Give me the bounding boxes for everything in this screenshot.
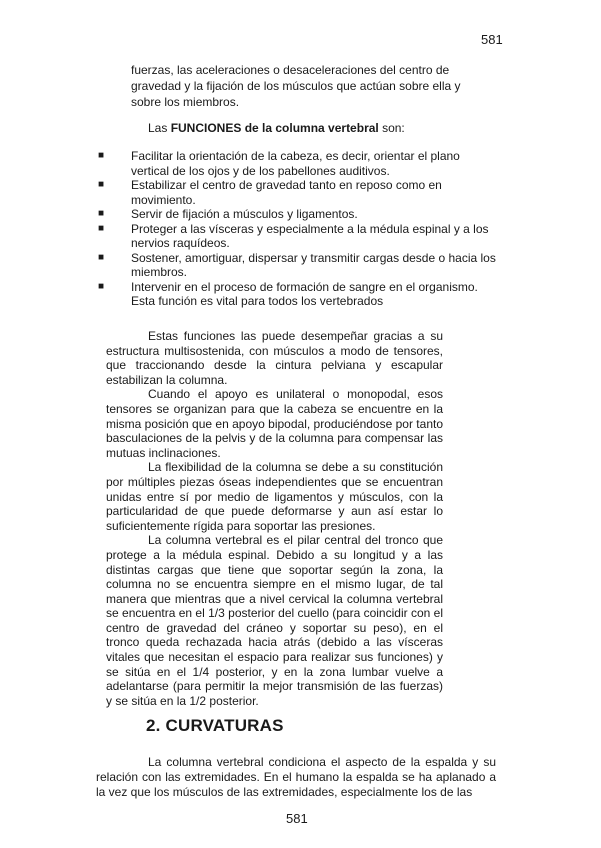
- page-number-bottom: 581: [286, 811, 308, 826]
- functions-intro-bold: FUNCIONES de la columna vertebral: [170, 121, 379, 135]
- body-paragraphs: [106, 329, 443, 708]
- intro-paragraph: [131, 62, 461, 110]
- section-heading: 2. CURVATURAS: [146, 716, 284, 735]
- bullet-icon: ■: [98, 251, 105, 263]
- bullet-icon: ■: [98, 179, 105, 190]
- intro-text: fuerzas, las aceleraciones o desaceleraciones del centro de gravedad y la fijación de los músculos que actúan sobre ella y sobre los miembros.: [131, 63, 461, 109]
- functions-list: [0, 149, 601, 309]
- bullet-icon: ■: [98, 222, 105, 234]
- bullet-icon: ■: [98, 150, 105, 161]
- bullet-icon: ■: [98, 208, 105, 219]
- body-paragraph: Estas funciones las puede desempeñar gracias a su estructura multisostenida, con músculos a modo de tensores, que traccionando desde la cintura pelviana y escapular estabilizan la columna.: [106, 329, 443, 387]
- body-paragraph: Cuando el apoyo es unilateral o monopodal, esos tensores se organizan para que la cabeza se encuentre en la misma posición que en apoyo bipodal, produciéndose por tanto basculaciones de la pelvis y de la columna para compensar las mutuas inclinaciones.: [106, 387, 443, 460]
- bullet-icon: ■: [98, 280, 105, 292]
- function-item: ■ Estabilizar el centro de gravedad tanto en reposo como en movimiento.: [98, 178, 442, 207]
- page-number-top: 581: [481, 32, 503, 47]
- body-paragraph: La flexibilidad de la columna se debe a su constitución por múltiples piezas óseas independientes que se encuentran unidas entre sí por medio de ligamentos y músculos, con la particularidad de que puede deformarse y aun así estar lo suficientemente rígida para soportar las presiones.: [106, 460, 443, 533]
- function-item: ■ Servir de fijación a músculos y ligamentos.: [98, 207, 358, 221]
- function-item: ■ Proteger a las vísceras y especialmente a la médula espinal y a los nervios raquídeos.: [98, 221, 489, 250]
- functions-intro-prefix: Las: [148, 121, 171, 135]
- function-item: ■ Facilitar la orientación de la cabeza, es decir, orientar el plano vertical de los ojos y de los pabellones auditivos.: [98, 149, 460, 178]
- section-text: La columna vertebral condiciona el aspecto de la espalda y su relación con las extremidades. En el humano la espalda se ha aplanado a la vez que los músculos de las extremidades, especialmente los de las: [96, 755, 496, 799]
- functions-intro: [148, 120, 405, 136]
- section-paragraph: [96, 755, 496, 800]
- functions-intro-suffix: son:: [378, 121, 405, 135]
- function-item: ■ Sostener, amortiguar, dispersar y transmitir cargas desde o hacia los miembros.: [98, 250, 496, 279]
- body-paragraph: La columna vertebral es el pilar central del tronco que protege a la médula espinal. Debido a su longitud y a las distintas cargas que tiene que soportar según la zona, la columna no se encuentra siempre en el mismo lugar, de tal manera que mientras que a nivel cervical la columna vertebral se encuentra en el 1/3 posterior del cuello (para coincidir con el centro de gravedad del cráneo y soportar su peso), en el tronco queda rechazada hacia atrás (debido a las vísceras vitales que necesitan el espacio para realizar sus funciones) y se sitúa en el 1/4 posterior, y en la zona lumbar vuelve a adelantarse (para permitir la mejor transmisión de las fuerzas) y se sitúa en la 1/2 posterior.: [106, 533, 443, 708]
- function-item: ■ Intervenir en el proceso de formación de sangre en el organismo. Esta función es vital para todos los vertebrados: [98, 279, 478, 308]
